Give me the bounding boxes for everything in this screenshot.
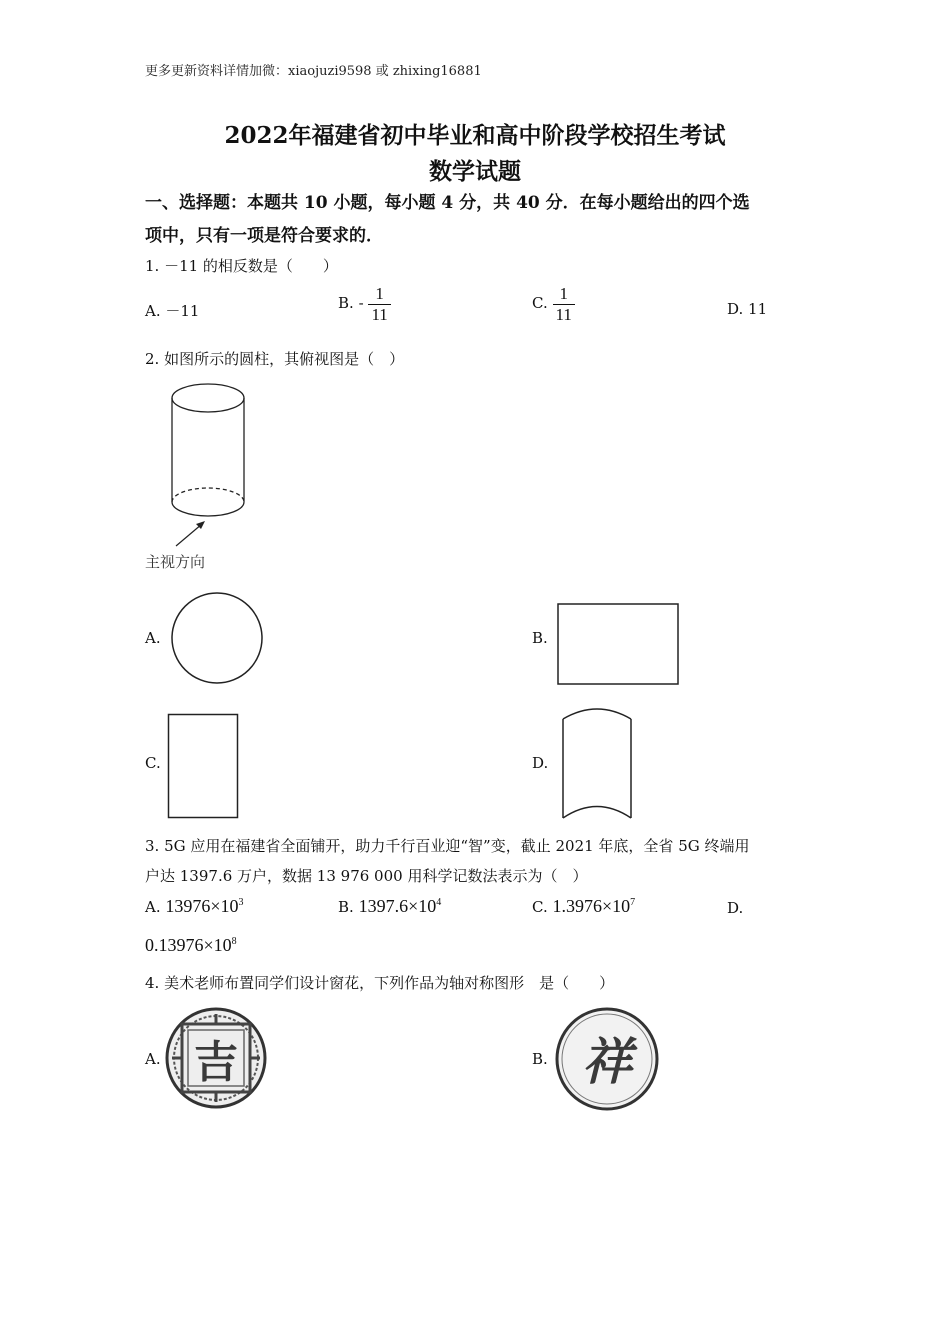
- q3-option-d-label: D.: [727, 899, 744, 917]
- exam-title: 2022年福建省初中毕业和高中阶段学校招生考试: [224, 122, 726, 149]
- q1-stem: 1. －11 的相反数是（ ）: [145, 257, 338, 275]
- q4-option-b-label: B.: [532, 1050, 548, 1068]
- q3-option-c-base: 1.3976×10: [552, 896, 631, 916]
- q1-option-c-denominator: 11: [553, 304, 575, 325]
- q1-option-b: [338, 284, 391, 324]
- q1-option-a-text: －11: [165, 302, 200, 320]
- q1-option-b-fraction: [368, 284, 390, 324]
- q2-option-c-label: C.: [145, 754, 161, 772]
- q3-stem-line2: 户达 1397.6 万户，数据 13 976 000 用科学记数法表示为（ ）: [145, 867, 588, 885]
- paper-cut-ji-character: 吉: [194, 1037, 238, 1088]
- q3-option-b-exponent: 4: [436, 897, 442, 908]
- q4-stem: 4. 美术老师布置同学们设计窗花，下列作品为轴对称图形 是（ ）: [145, 974, 615, 992]
- paper-cut-xiang-character: 祥: [582, 1032, 632, 1091]
- q1-option-b-denominator: 11: [368, 304, 390, 325]
- q1-option-d-text: 11: [748, 300, 768, 318]
- section-heading-line1: 一、选择题：本题共 10 小题，每小题 4 分，共 40 分．在每小题给出的四个选: [145, 193, 750, 213]
- q3-option-b-label: B.: [338, 898, 354, 916]
- q3-option-a-label: A.: [145, 898, 161, 916]
- q2-stem: 2. 如图所示的圆柱，其俯视图是（ ）: [145, 350, 405, 368]
- q1-option-b-sign: -: [358, 294, 364, 313]
- q3-option-d-base: 0.13976×10: [145, 935, 232, 955]
- q1-option-a-label: A.: [145, 302, 161, 320]
- q1-option-c: [532, 284, 575, 324]
- q2-option-a-label: A.: [145, 629, 161, 647]
- q3-option-a-exponent: 3: [238, 897, 244, 908]
- cylinder-figure: [160, 380, 260, 550]
- q3-option-c: [532, 896, 635, 917]
- circle-shape: [170, 592, 266, 688]
- rectangle-tall-shape: [167, 713, 241, 821]
- section-heading-line2: 项中，只有一项是符合要求的．: [145, 226, 383, 246]
- q3-option-c-exponent: 7: [630, 897, 636, 908]
- q3-option-b-value: [359, 896, 442, 916]
- q3-option-b: [338, 896, 441, 917]
- exam-subtitle: 数学试题: [429, 158, 521, 185]
- q4-option-a-label: A.: [145, 1050, 161, 1068]
- view-direction-caption: 主视方向: [145, 553, 206, 571]
- q1-option-c-fraction: [553, 284, 575, 324]
- q3-option-a-base: 13976×10: [165, 896, 239, 916]
- q1-option-c-label: C.: [532, 294, 548, 313]
- q3-option-a: [145, 896, 244, 917]
- q3-option-b-base: 1397.6×10: [358, 896, 437, 916]
- q3-option-d-exponent: 8: [231, 936, 237, 947]
- q1-option-c-numerator: 1: [559, 284, 568, 303]
- q1-option-d: [727, 300, 767, 318]
- q3-option-c-label: C.: [532, 898, 548, 916]
- q3-option-a-value: [165, 896, 243, 916]
- q2-option-d-label: D.: [532, 754, 549, 772]
- q1-option-d-label: D.: [727, 300, 744, 318]
- arched-shape: [561, 703, 635, 821]
- rectangle-wide-shape: [557, 603, 681, 687]
- q1-option-a: [145, 300, 199, 321]
- q1-option-b-label: B.: [338, 294, 354, 313]
- q2-option-b-label: B.: [532, 629, 548, 647]
- q3-option-d: [145, 935, 237, 956]
- q3-option-d-value: [145, 935, 237, 955]
- header-note: 更多更新资料详情加微：xiaojuzi9598 或 zhixing16881: [145, 64, 482, 79]
- q3-option-c-value: [553, 896, 636, 916]
- q3-stem-line1: 3. 5G 应用在福建省全面铺开，助力千行百业迎“智”变，截止 2021 年底，全省 5G 终端用: [145, 837, 750, 855]
- q1-option-b-numerator: 1: [375, 284, 384, 303]
